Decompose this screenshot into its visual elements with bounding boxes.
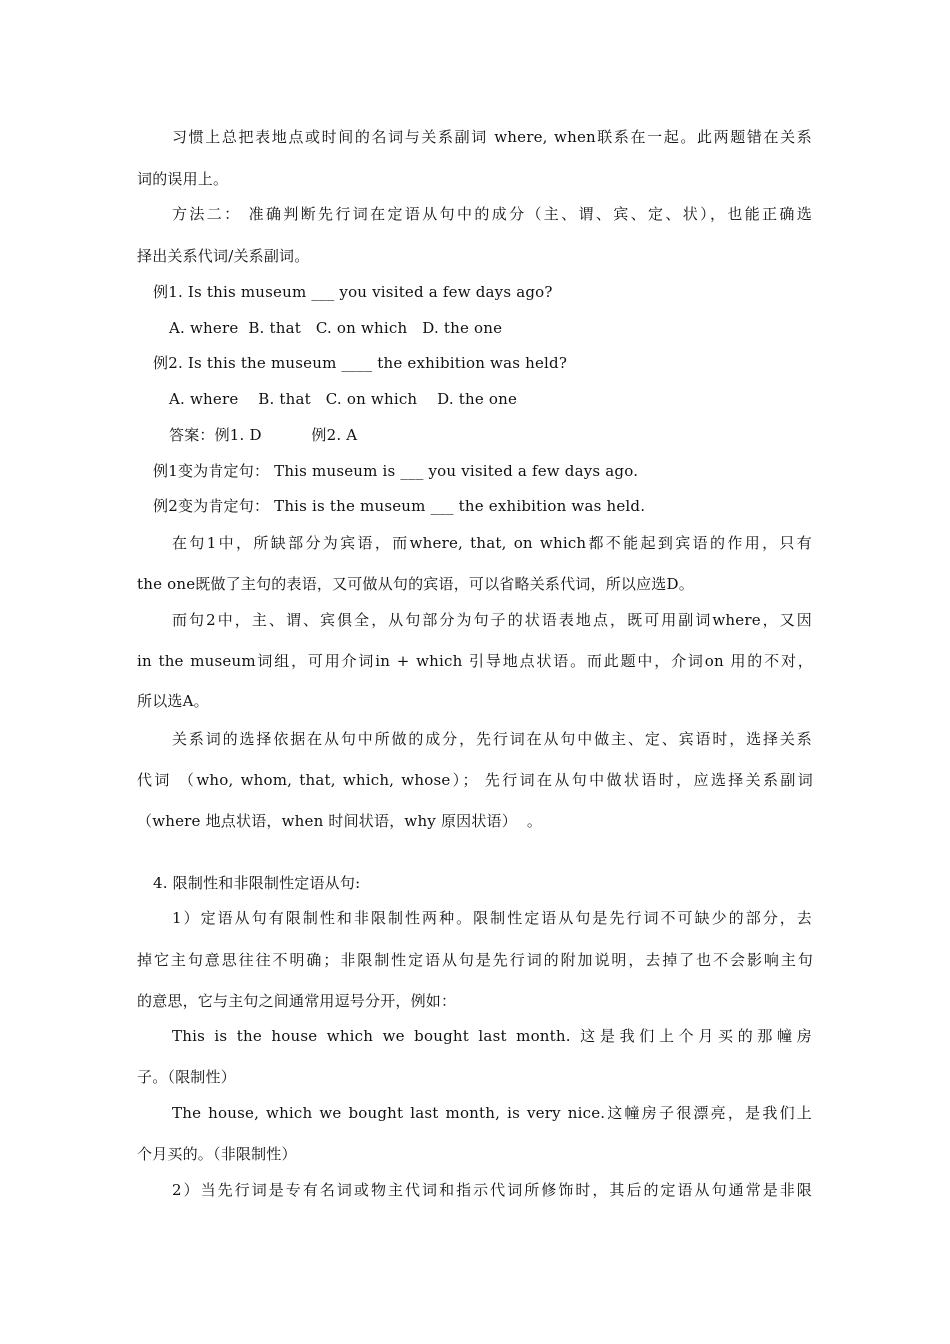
example-options: A. where B. that C. on which D. the one bbox=[169, 319, 503, 337]
paragraph-line: 子。（限制性） bbox=[137, 1068, 236, 1086]
answer-line: 答案：例1. D 例2. A bbox=[169, 426, 358, 444]
paragraph-line: 2）当先行词是专有名词或物主代词和指示代词所修饰时，其后的定语从句通常是非限 bbox=[172, 1181, 812, 1199]
paragraph-line: 所以选A。 bbox=[137, 692, 209, 710]
paragraph-line: 词的误用上。 bbox=[137, 170, 229, 188]
paragraph-line: 关系词的选择依据在从句中所做的成分，先行词在从句中做主、定、宾语时，选择关系 bbox=[172, 730, 812, 748]
paragraph-line: 个月买的。（非限制性） bbox=[137, 1145, 297, 1163]
paragraph-line: 掉它主句意思往往不明确；非限制性定语从句是先行词的附加说明，去掉了也不会影响主句 bbox=[137, 951, 813, 969]
example-options: A. where B. that C. on which D. the one bbox=[169, 390, 518, 408]
paragraph-line: 方法二： 准确判断先行词在定语从句中的成分（主、谓、宾、定、状），也能正确选 bbox=[172, 205, 812, 223]
example-sentence: This is the house which we bought last month. 这是我们上个月买的那幢房 bbox=[172, 1027, 812, 1045]
paragraph-line: 择出关系代词/关系副词。 bbox=[137, 247, 310, 265]
example-question: 例1. Is this museum ___ you visited a few days ago? bbox=[153, 283, 553, 301]
paragraph-line: in the museum词组，可用介词in + which 引导地点状语。而此题中，介词on 用的不对， bbox=[137, 652, 813, 670]
paragraph-line: （where 地点状语，when 时间状语，why 原因状语） 。 bbox=[137, 812, 543, 830]
paragraph-line: 的意思，它与主句之间通常用逗号分开，例如： bbox=[137, 992, 457, 1010]
example-rewrite: 例2变为肯定句： This is the museum ___ the exhibition was held. bbox=[153, 497, 646, 515]
paragraph-line: the one既做了主句的表语，又可做从句的宾语，可以省略关系代词，所以应选D。 bbox=[137, 575, 694, 593]
paragraph-line: 1）定语从句有限制性和非限制性两种。限制性定语从句是先行词不可缺少的部分，去 bbox=[172, 909, 812, 927]
paragraph-line: 而句2中，主、谓、宾俱全，从句部分为句子的状语表地点，既可用副词where，又因 bbox=[172, 611, 812, 629]
paragraph-line: 代词 （who, whom, that, which, whose）； 先行词在从句中做状语时，应选择关系副词 bbox=[137, 771, 813, 789]
paragraph-line: 习惯上总把表地点或时间的名词与关系副词 where, when联系在一起。此两题错在关系 bbox=[172, 128, 812, 146]
example-question: 例2. Is this the museum ____ the exhibition was held? bbox=[153, 354, 568, 372]
example-sentence: The house, which we bought last month, is very nice.这幢房子很漂亮，是我们上 bbox=[172, 1104, 812, 1122]
section-heading: 4. 限制性和非限制性定语从句: bbox=[153, 874, 361, 892]
paragraph-line: 在句1中，所缺部分为宾语，而where, that, on which都不能起到宾语的作用，只有 bbox=[172, 534, 812, 552]
example-rewrite: 例1变为肯定句： This museum is ___ you visited a few days ago. bbox=[153, 462, 639, 480]
